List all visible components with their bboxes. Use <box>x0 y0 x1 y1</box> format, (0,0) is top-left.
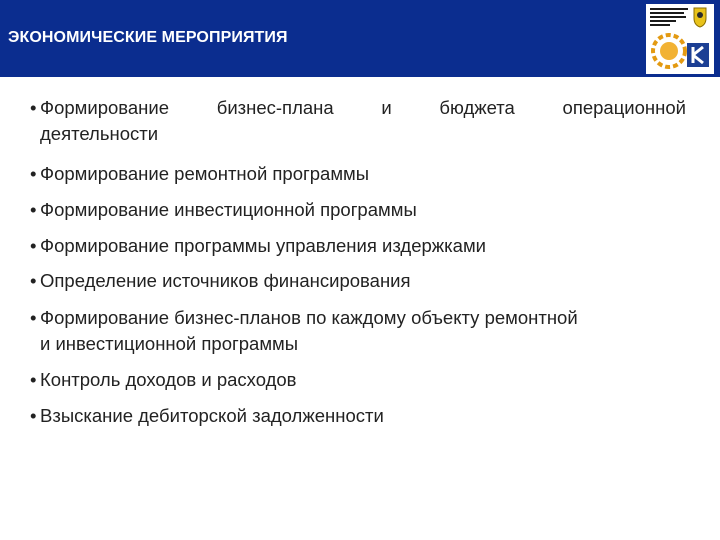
bullet-icon: • <box>30 307 37 328</box>
list-item-line: Контроль доходов и расходов <box>40 369 297 390</box>
list-item-line: Формирование ремонтной программы <box>40 163 370 184</box>
list-item <box>30 197 690 223</box>
list-item <box>30 367 690 393</box>
bullet-icon: • <box>30 97 37 118</box>
word: бюджета <box>439 97 515 118</box>
list-item-line: Взыскание дебиторской задолженности <box>40 405 384 426</box>
list-item-line: деятельности <box>40 123 159 144</box>
list-item <box>30 233 690 259</box>
list-item-line: и инвестиционной программы <box>40 333 299 354</box>
bullet-icon: • <box>30 235 37 256</box>
bullet-icon: • <box>30 270 37 291</box>
word: операционной <box>562 97 686 118</box>
bullet-icon: • <box>30 369 37 390</box>
page-title: ЭКОНОМИЧЕСКИЕ МЕРОПРИЯТИЯ <box>8 29 288 46</box>
list-item <box>30 95 690 147</box>
list-item <box>30 403 690 429</box>
list-item-line: Формирование инвестиционной программы <box>40 199 417 220</box>
list-item <box>30 268 690 294</box>
bullet-icon: • <box>30 199 37 220</box>
list-item-line: Формирование бизнес-планов по каждому объекту ремонтной <box>40 307 578 328</box>
bullet-icon: • <box>30 405 37 426</box>
list-item <box>30 161 690 187</box>
list-item-line: Определение источников финансирования <box>40 270 411 291</box>
word: бизнес-плана <box>216 97 334 118</box>
list-item-line: Формирование программы управления издержками <box>40 235 486 256</box>
list-item-line <box>30 95 686 121</box>
bullet-icon: • <box>30 163 37 184</box>
word: Формирование <box>40 97 170 118</box>
list-item <box>30 305 690 357</box>
word: и <box>381 97 392 118</box>
